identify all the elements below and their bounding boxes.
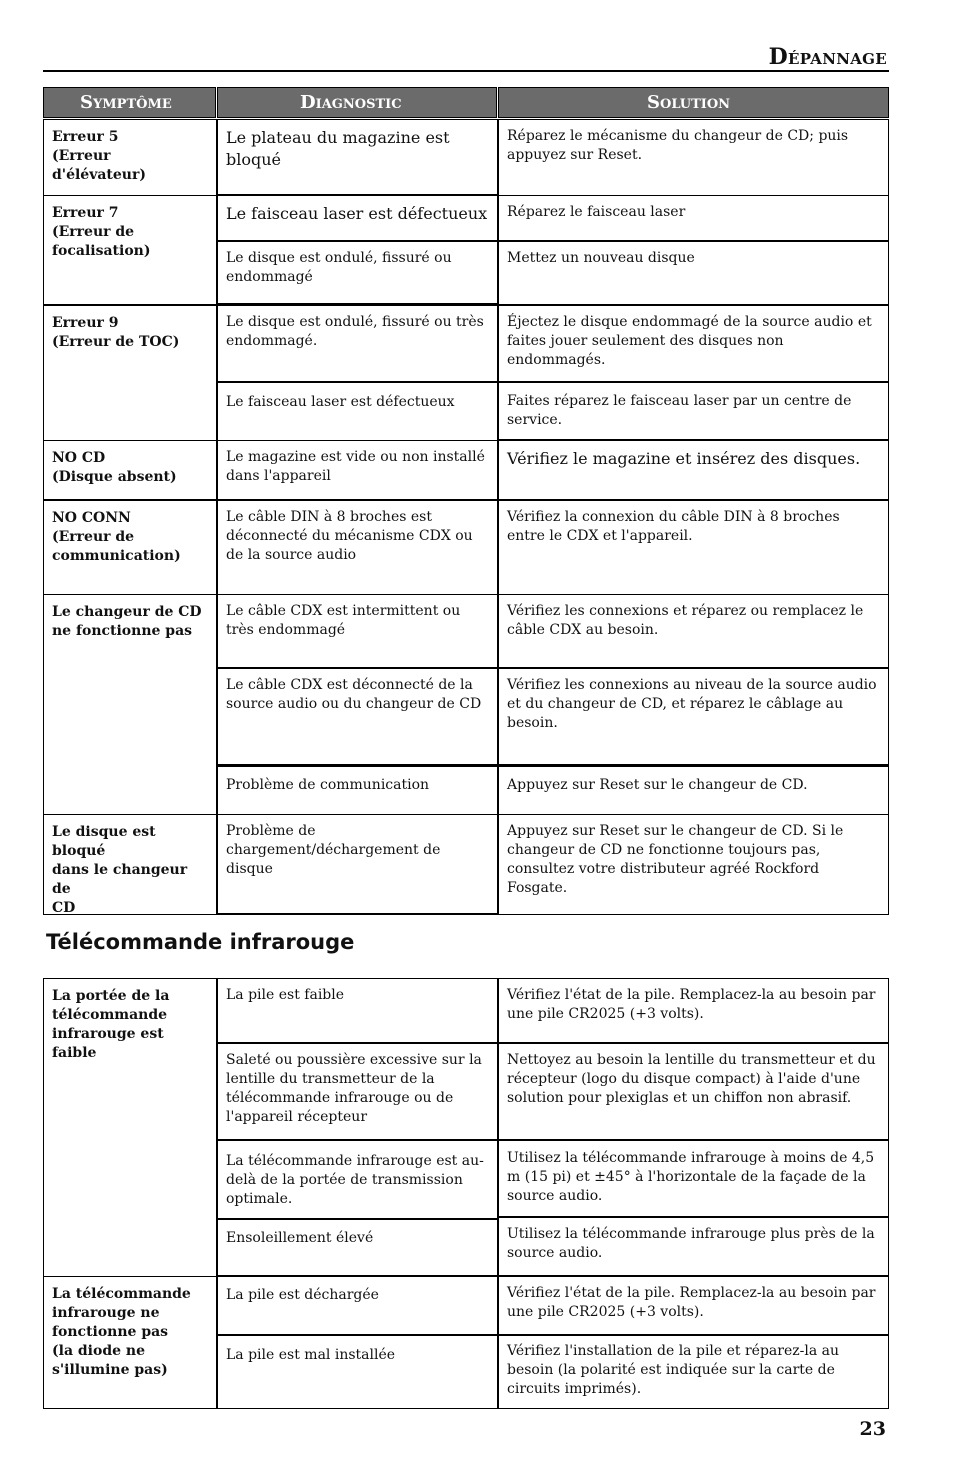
diagnostic-cell: Le câble CDX est déconnecté de la source audio ou du changeur de CD <box>217 668 498 766</box>
page-number: 23 <box>859 1418 886 1440</box>
diagnostic-cell: Le disque est ondulé, fissuré ou très endommagé. <box>217 305 498 383</box>
symptom-cell: Le disque est bloqué dans le changeur de CD <box>43 814 217 915</box>
symptom-cell: Erreur 5 (Erreur d'élévateur) <box>43 119 217 196</box>
diagnostic-cell: Le plateau du magazine est bloqué <box>217 119 498 196</box>
section-title: Dépannage <box>768 44 887 70</box>
solution-cell: Mettez un nouveau disque <box>498 241 889 305</box>
diagnostic-cell: Le câble DIN à 8 broches est déconnecté du mécanisme CDX ou de la source audio <box>217 500 498 595</box>
solution-cell: Réparez le faisceau laser <box>498 195 889 241</box>
diagnostic-cell: Saleté ou poussière excessive sur la lentille du transmetteur de la télécommande infrarouge ou de l'appareil récepteur <box>217 1043 498 1141</box>
diagnostic-cell: Le faisceau laser est défectueux <box>217 382 498 441</box>
diagnostic-column-header: Diagnostic <box>217 87 497 118</box>
solution-column-header: Solution <box>498 87 889 118</box>
diagnostic-cell: Le magazine est vide ou non installé dans l'appareil <box>217 440 498 501</box>
diagnostic-cell: Le câble CDX est intermittent ou très endommagé <box>217 594 498 669</box>
symptom-cell: NO CONN (Erreur de communication) <box>43 500 217 595</box>
solution-cell: Éjectez le disque endommagé de la source audio et faites jouer seulement des disques non endommagés. <box>498 305 889 383</box>
diagnostic-cell: Ensoleillement élevé <box>217 1219 498 1277</box>
solution-cell: Vérifiez les connexions au niveau de la source audio et du changeur de CD, et réparez le câblage au besoin. <box>498 668 889 766</box>
symptom-cell: La télécommande infrarouge ne fonctionne pas (la diode ne s'illumine pas) <box>43 1276 217 1409</box>
header-rule <box>43 70 889 72</box>
symptom-cell: Erreur 9 (Erreur de TOC) <box>43 305 217 441</box>
diagnostic-cell: Le disque est ondulé, fissuré ou endommagé <box>217 241 498 305</box>
solution-cell: Vérifiez la connexion du câble DIN à 8 broches entre le CDX et l'appareil. <box>498 500 889 595</box>
symptom-cell: La portée de la télécommande infrarouge est faible <box>43 978 217 1277</box>
diagnostic-cell: La pile est mal installée <box>217 1335 498 1409</box>
solution-cell: Réparez le mécanisme du changeur de CD; puis appuyez sur Reset. <box>498 119 889 196</box>
solution-cell: Vérifiez les connexions et réparez ou remplacez le câble CDX au besoin. <box>498 594 889 669</box>
diagnostic-cell: Le faisceau laser est défectueux <box>217 195 498 241</box>
solution-cell: Appuyez sur Reset sur le changeur de CD. Si le changeur de CD ne fonctionne toujours pas, consultez votre distributeur agréé Rockford Fosgate. <box>498 814 889 915</box>
diagnostic-cell: La pile est faible <box>217 978 498 1044</box>
solution-cell: Nettoyez au besoin la lentille du transmetteur et du récepteur (logo du disque compact) à l'aide d'une solution pour plexiglas et un chiffon non abrasif. <box>498 1043 889 1141</box>
solution-cell: Vérifiez l'état de la pile. Remplacez-la au besoin par une pile CR2025 (+3 volts). <box>498 978 889 1044</box>
solution-cell: Vérifiez le magazine et insérez des disques. <box>498 440 889 501</box>
diagnostic-cell: Problème de chargement/déchargement de disque <box>217 814 498 915</box>
symptom-cell: NO CD (Disque absent) <box>43 440 217 500</box>
solution-cell: Utilisez la télécommande infrarouge à moins de 4,5 m (15 pi) et ±45° à l'horizontale de la façade de la source audio. <box>498 1140 889 1218</box>
solution-cell: Appuyez sur Reset sur le changeur de CD. <box>498 766 889 815</box>
diagnostic-cell: Problème de communication <box>217 766 498 815</box>
remote-control-section-title: Télécommande infrarouge <box>46 930 355 954</box>
diagnostic-cell: La pile est déchargée <box>217 1276 498 1336</box>
symptom-column-header: Symptôme <box>43 87 216 118</box>
solution-cell: Utilisez la télécommande infrarouge plus près de la source audio. <box>498 1217 889 1277</box>
symptom-cell: Le changeur de CD ne fonctionne pas <box>43 594 217 815</box>
diagnostic-cell: La télécommande infrarouge est au-delà de la portée de transmission optimale. <box>217 1140 498 1220</box>
solution-cell: Vérifiez l'installation de la pile et réparez-la au besoin (la polarité est indiquée sur la carte de circuits imprimés). <box>498 1335 889 1409</box>
solution-cell: Faites réparez le faisceau laser par un centre de service. <box>498 382 889 441</box>
solution-cell: Vérifiez l'état de la pile. Remplacez-la au besoin par une pile CR2025 (+3 volts). <box>498 1276 889 1336</box>
symptom-cell: Erreur 7 (Erreur de focalisation) <box>43 195 217 305</box>
